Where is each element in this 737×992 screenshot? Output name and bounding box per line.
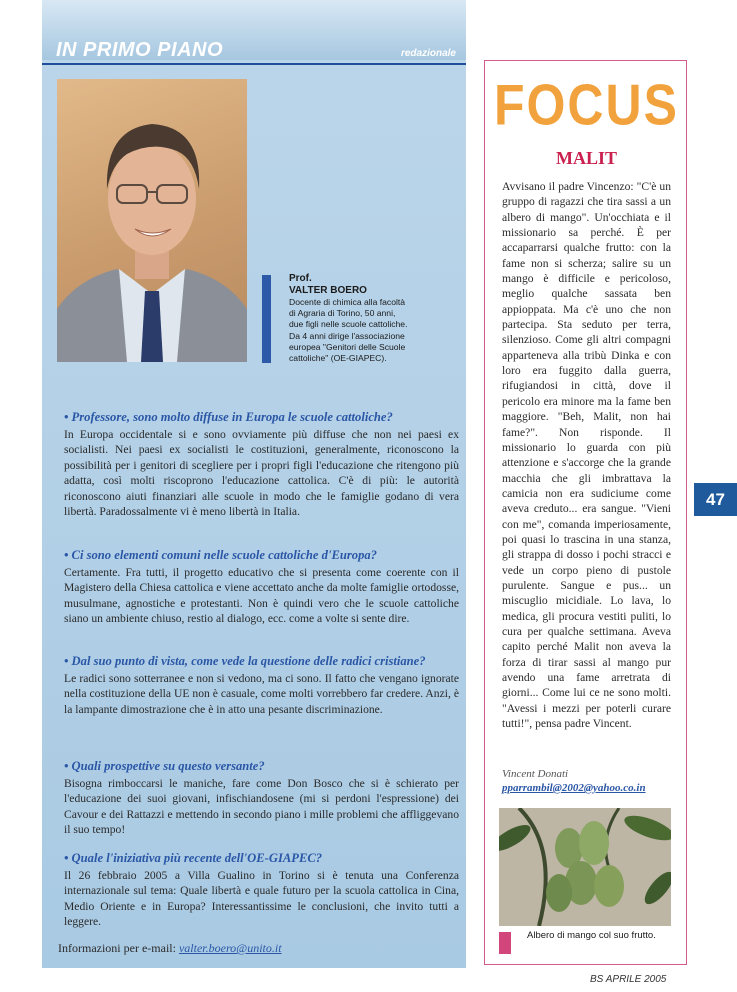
photo-caption: Albero di mango col suo frutto. [527, 930, 656, 941]
question: • Quali prospettive su questo versante? [64, 759, 265, 773]
portrait-caption [289, 273, 459, 364]
portrait-photo [57, 79, 247, 362]
contact-email-link[interactable]: valter.boero@unito.it [178, 941, 282, 955]
header-rule [42, 63, 466, 65]
qa-block-4 [64, 759, 459, 838]
caption-line: di Agraria di Torino, 50 anni, [289, 308, 396, 319]
question: • Ci sono elementi comuni nelle scuole cattoliche d'Europa? [64, 548, 377, 562]
contact-label: Informazioni per e-mail: [58, 941, 176, 955]
mango-illustration [499, 808, 671, 926]
caption-line: due figli nelle scuole cattoliche. [289, 319, 408, 330]
story-author: Vincent Donati [502, 768, 569, 780]
page-number-tab: 47 [694, 483, 737, 516]
caption-line: Docente di chimica alla facoltà [289, 297, 406, 307]
caption-line: europea "Genitori delle Scuole [289, 341, 406, 352]
author-email-link[interactable]: pparrambil@2002@yahoo.co.in [502, 782, 646, 794]
question: • Dal suo punto di vista, come vede la questione delle radici cristiane? [64, 654, 426, 668]
answer: Il 26 febbraio 2005 a Villa Gualino in Torino si è tenuta una Conferenza internazionale sul tema: Quale libertà e quale futuro per la scuola cattolica in Cina, Medio Oriente e in Europa? Interessantissime le conclusioni, che invito tutti a leggere. [64, 869, 459, 929]
caption-accent-bar [262, 275, 271, 363]
answer: Certamente. Fra tutti, il progetto educativo che si presenta come coerente con il Magistero della Chiesa cattolica e viene accettato anche da molte famiglie ortodosse, musulmane, agnostiche e protestanti. Non è quindi vero che le scuole cattoliche siano un ambiente chiuso, restio al dialogo, ecc. come a volte si sente dire. [64, 566, 459, 626]
section-tag: redazionale [400, 48, 456, 59]
answer: Le radici sono sotterranee e non si vedono, ma ci sono. Il fatto che vengano ignorate nella costituzione della UE non è casuale, come molti vorrebbero far credere. Anzi, è la lampante dimostrazione che è in atto una pesante discriminazione. [64, 672, 459, 716]
qa-block-2 [64, 548, 459, 627]
story-text: Avvisano il padre Vincenzo: "C'è un gruppo di ragazzi che tira sassi a un albero di mango". Un'occhiata e il missionario sa perché. È per accaparrarsi qualche frutto: con la fame non si scherza; salire su un mango è difficile e pericoloso, meglio qualche sassata ben appioppata. Ma c'è uno che non partecipa. Sta seduto per terra, silenzioso. Come gli altri compagni apparteneva alla tribù Dinka e con loro era fuggito dalla guerra, rifugiandosi in città, dove il pericolo era minore ma la fame ben maggiore. "Beh, Malit, non hai fame?". Non risponde. Il missionario lo guarda con più attenzione e s'accorge che la grande macchia che gli imbrattava la camicia non era sudiciume come aveva creduto... era sangue. "Vieni con me", comanda imperiosamente, poi quasi lo trascina in una stanza, gli strappa di dosso i pochi stracci e vede un corpo pieno di pustole purulente. Sangue e pus... un miscuglio micidiale. Lo lava, lo medica, gli procura vestiti puliti, lo cura per qualche settimana. Aveva capito perché Malit non aveva la forza di tirar sassi al mango pur avendo una fame arretrata di giorni... Come lui ce ne sono molti. "Avessi i mezzi per poterli curare tutti!", pensa padre Vincent. [502, 180, 671, 731]
question: • Quale l'iniziativa più recente dell'OE-GIAPEC? [64, 851, 323, 865]
qa-block-1 [64, 410, 459, 519]
contact-info [58, 941, 282, 956]
caption-line: Da 4 anni dirige l'associazione [289, 330, 405, 341]
portrait-illustration [57, 79, 247, 362]
photo-caption-bar [499, 932, 511, 954]
caption-name: VALTER BOERO [289, 285, 367, 296]
mango-photo [499, 808, 671, 926]
section-title: IN PRIMO PIANO [56, 39, 224, 61]
story-title: MALIT [555, 148, 617, 168]
qa-block-5 [64, 851, 459, 930]
answer: In Europa occidentale si e sono ovviamente più diffuse che non nei paesi ex socialisti. Nei paesi ex socialisti le costituzioni, generalmente, riconoscono la possibilità per i genitori di scegliere per i propri figli l'educazione che ritengono più adatta, così molti riscoprono l'educazione cattolica. C'è di più: le autorità riconoscono aiuti finanziari alle scuole in modo che le famiglie godano di vera libertà. Paradossalmente vi è meno libertà in Italia. [64, 428, 459, 519]
focus-title: FOCUS [494, 72, 679, 138]
qa-block-3 [64, 654, 459, 717]
caption-prof: Prof. [289, 273, 312, 284]
answer: Bisogna rimboccarsi le maniche, fare come Don Bosco che si è schierato per l'educazione dei suoi giovani, infischiandosene (mi si perdoni l'espressione) dei Cavour e dei Rattazzi e mettendo in secondo piano i mille problemi che affliggevano il suo tempo! [64, 777, 459, 837]
footer-issue: BS APRILE 2005 [590, 974, 667, 985]
caption-line: cattoliche" (OE-GIAPEC). [289, 353, 387, 364]
question: • Professore, sono molto diffuse in Europa le scuole cattoliche? [64, 410, 393, 424]
